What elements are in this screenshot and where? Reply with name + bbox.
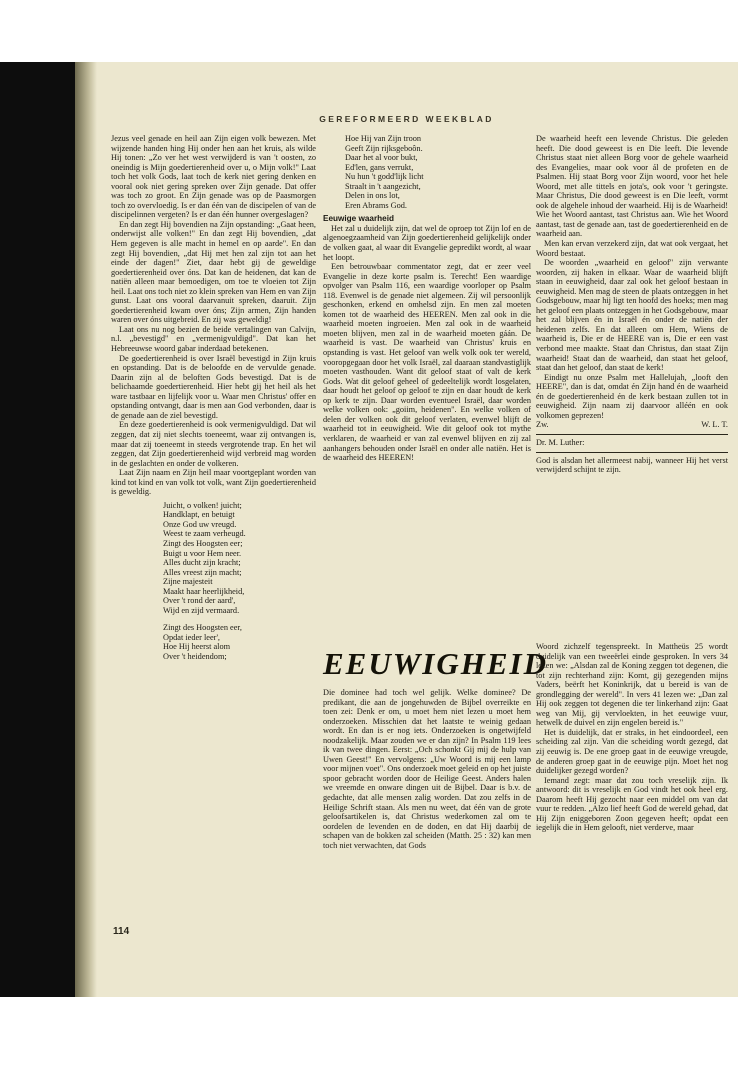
verse-line: Handklapt, en betuigt: [163, 510, 235, 520]
running-header: GEREFORMEERD WEEKBLAD: [319, 114, 494, 124]
verse-line: Over 't rond der aard',: [163, 596, 236, 606]
verse-line: Delen in ons lot,: [345, 191, 400, 201]
verse-line: Zingt des Hoogsten eer;: [163, 538, 243, 548]
verse-line: Over 't heidendom;: [163, 651, 227, 661]
column-2: [323, 134, 531, 463]
verse-line: Weest te zaam verheugd.: [163, 529, 246, 539]
paragraph: Het is duidelijk, dat er straks, in het eindoordeel, een scheiding zal zijn. Van die scheiding wordt gezegd, dat zij eeuwig is. De ene groep gaat in de eeuwige vreugde, de anderen groep gaat in de eeuwige pijn. Moet het nog duidelijker gezegd worden?: [536, 727, 728, 776]
divider: [536, 434, 728, 435]
paragraph: De woorden „waarheid en geloof" zijn verwante woorden, zij haken in elkaar. Waar de waarheid blijft staan in eeuwigheid, daar zal ook het geloof bestaan in eeuwigheid. Men mag de steen de plaats ontzeggen in het Godsgebouw, maar hij ligt ten hoofd des hoeks; men mag het geloof een plaats ontzeggen in het Godsgebouw, maar het zal blijven én in Israël én onder de natiën der heidenen zelfs. En dat alleen om Hem, Wiens de waarheid is, Die er de HEERE van is, Die er een vast verbond mee maakte. Staat dan Christus, dan staat Zijn waarheid! Staat dan de waarheid, dan staat het geloof, staat dan het geloof, dan staat de kerk!: [536, 258, 728, 373]
article-column-2: [536, 642, 728, 833]
verse-line: Wijd en zijd vermaard.: [163, 605, 240, 615]
page-gutter-shadow: [75, 62, 97, 997]
verse-line: Straalt in 't aangezicht,: [345, 181, 421, 191]
paragraph: Jezus veel genade en heil aan Zijn eigen volk bewezen. Met wijzende handen hing Hij onder hen aan het kruis, als wilde Hij tonen: „Zo ver het west verwijderd is van 't oosten, zo oneindig is Mijn goedertierenheid over u, o Mijn volk!" Laat toch het volk Gods, laat toch de kerk niet gering denken en vooral ook niet gering spreken over Zijn genade. Dat offer was toch zo groot. En Zijn genade was op de Paasmorgen toch zo overvloedig. Is er dan één van de discipelen of van de discipelinnen vergeten? Is er dan één hunner overgeslagen?: [111, 134, 316, 220]
article-title: EEUWIGHEID: [323, 646, 548, 681]
psalm-verse-3: [323, 134, 531, 210]
paragraph: En deze goedertierenheid is ook vermenigvuldigd. Dat wil zeggen, dat zij niet slechts toeneemt, waar zij ontvangen is, maar dat zij toeneemt in steeds vergrotende trap. En het wil zeggen, dat Zijn goedertierenheid wijd verbreid mag worden in de geslachten en onder de volkeren.: [111, 420, 316, 468]
verse-line: Juicht, o volken! juicht;: [163, 500, 242, 510]
verse-line: Nu hun 't godd'lijk licht: [345, 172, 424, 182]
quote-author: Dr. M. Luther:: [536, 437, 585, 447]
article-column-1: [323, 688, 531, 850]
page-number: 114: [113, 926, 130, 937]
verse-line: Alles vreest zijn macht;: [163, 567, 242, 577]
signature: [536, 420, 728, 430]
verse-line: Hoe Hij van Zijn troon: [345, 134, 422, 143]
verse-line: Eren Abrams God.: [345, 200, 407, 210]
paragraph: De goedertierenheid is over Israël bevestigd in Zijn kruis en opstanding. Dat is de beloofde en de vervulde genade. Daarin zijn al de beloften Gods bevestigd. Dat is de belichaamde goedertierenheid. Hier hebt gij het heil als het ware tastbaar en lijfelijk voor u. Waar men Christus' offer en opstanding ontvangt, daar is men aan God verbonden, daar is de genade aan de ziel bevestigd.: [111, 353, 316, 420]
verse-line: Ed'len, gans verrukt,: [345, 162, 414, 172]
verse-line: Geeft Zijn rijksgeboôn.: [345, 143, 423, 153]
verse-line: Daar het al voor bukt,: [345, 153, 418, 163]
paragraph: Laat Zijn naam en Zijn heil maar voortgeplant worden van kind tot kind en van volk tot volk, want Zijn goedertierenheid is geweldig.: [111, 468, 316, 497]
verse-line: Maakt haar heerlijkheid,: [163, 586, 245, 596]
verse-line: Zijne majesteit: [163, 577, 213, 587]
paragraph: Iemand zegt: maar dat zou toch vreselijk zijn. Ik antwoord: dit is vreselijk en God vindt het ook heel erg. Daarom heeft Hij gezocht naar een middel om van dat vuur te redden. „Alzo lief heeft God de wereld gehad, dat Hij Zijn eniggeboren Zoon gegeven heeft; opdat een iegelijk die in Hem gelooft, niet verderve, maar: [536, 775, 728, 833]
paragraph: En dan zegt Hij bovendien na Zijn opstanding: „Gaat heen, onderwijst alle volken!" En dan zegt Hij bovendien, „dat Hem gegeven is alle macht in hemel en op aarde". En dan zegt Hij bovendien, „dat Hij met hen zal zijn tot aan het einde der dagen!" Ziet, daar hebt gij de geweldige goedertierenheid over óns. Dat kan de heidenen, dat kan de natiën alleen maar bemoedigen, om toe te vloeien tot Zijn heil. Laat ons toch niet zo klein spreken van Hem en van Zijn gunst. Laat ons vooral daarvanuit spreken, daaruit. Zijn goedertierenheid kwam over óns; Zijn armen, Zijn handen waren over óns uitgebreid. En zij was geweldig!: [111, 219, 316, 325]
section-heading: Eeuwige waarheid: [323, 214, 394, 224]
divider: [536, 452, 728, 453]
paragraph: Woord zichzelf tegenspreekt. In Mattheüs 25 wordt duidelijk van een tweeërlei einde gesproken. In vers 34 lezen we: „Alsdan zal de Koning zeggen tot degenen, die tot zijn rechterhand zijn: Komt, gij gezegenden mijns Vaders, beërft het Koninkrijk, dat u bereid is van de grondlegging der wereld". In vers 41 lezen we: „Dan zal Hij ook zeggen tot degenen die ter linkerhand zijn: Gaat weg van Mij, gij vervloekten, in het eeuwige vuur, hetwelk de duivel en zijn engelen bereid is.": [536, 642, 728, 728]
column-3: [536, 134, 728, 475]
signature-initials: W. L. T.: [701, 420, 728, 430]
column-1: [111, 134, 316, 666]
psalm-verse-2: [111, 623, 316, 661]
paragraph: Eindigt nu onze Psalm met Hallelujah, „looft den HEERE", dan is dat, omdat én Zijn hand én de waarheid én de goedertierenheid én de kerk bestaan zullen tot in eeuwigheid. Zijn naam zij daarvoor alléén en ook volkomen geprezen!: [536, 372, 728, 420]
verse-line: Buigt u voor Hem neer.: [163, 548, 242, 558]
verse-line: Onze God uw vreugd.: [163, 519, 237, 529]
magazine-page: [75, 62, 738, 997]
psalm-verse-1: [111, 501, 316, 616]
quote-text: God is alsdan het allermeest nabij, wanneer Hij het verst verwijderd schijnt te zijn.: [536, 455, 728, 475]
verse-line: Hoe Hij heerst alom: [163, 642, 231, 652]
signature-place: Zw.: [536, 420, 549, 430]
paragraph: Een betrouwbaar commentator zegt, dat er zeer veel Evangelie in deze korte psalm is. Terecht! Een waardige opvolger van Psalm 116, een waardige voorloper op Psalm 118. Evenwel is de genade niet algemeen. Zij wil persoonlijk geschonken, erkend en omhelsd zijn. En men zal moeten komen tot de waarheid des HEEREN. Men zal ook in die waarheid moeten ingroeien. Men zal ook in de waarheid moeten blijven, men zal in de waarheid moeten gáán. De waarheid is vast. De waarheid van Christus' kruis en opstanding is vast. Het geloof van welk volk ook ter wereld, vooropgegaan door het volk Israël, zal daaraan standvastiglijk moeten vasthouden. Want dit geloof staat of valt de kerk Gods. Wat dit geloof geheel of gedeeltelijk wordt losgelaten, daar houdt het geloof op geloof te zijn en daar houdt de kerk op kerk te zijn. Daar worden eventueel Israël, daar worden welke volken ook: „goiim, heidenen". En welke volken of delen der volken ook dit geloof verlaten, evenwel blijft de waarheid tot in eeuwigheid. Wie dit geloof ook tot mythe verklaren, de waarheid er van zal evenwel blijven en zij zal aanhangers behouden onder Israël en onder alle natiën. Het is de waarheid des HEEREN!: [323, 262, 531, 463]
paragraph: Het zal u duidelijk zijn, dat wel de oproep tot Zijn lof en de algenoegzaamheid van Zijn goedertierenheid gelijkelijk onder de volken gaat, al waar dit Evangelie gepredikt wordt, al waar het loopt.: [323, 223, 531, 262]
paragraph: Die dominee had toch wel gelijk. Welke dominee? De predikant, die aan de jongehuwden de Bijbel overreikte en toen zei: Denk er om, u moet hem niet lezen u moet hem onderzoeken. Misschien dat het laatste te weinig gedaan wordt. En dan is er nog iets. Onderzoeken is ongetwijfeld noodzakelijk. Maar zouden we er dan zijn? In Psalm 119 lees ik van twee dingen. Eerst: „Och schonkt Gij mij de hulp van Uwen Geest!" En vervolgens: „Uw Woord is mij een lamp voor mijnen voet". Ons onderzoek moet geleid en op het juiste spoor gebracht worden door de Heilige Geest. Anders halen we vreemde en onware dingen uit de Bijbel. Daar is b.v. de gedachte, dat alle mensen zalig worden. Dat zou zelfs in de Heilige Schrift staan. Als men nu weet, dat één van de grote geloofsartikelen is, dat Christus wederkomen zal om te oordelen de levenden en de doden, en dat Hij daarbij de schapen van de bokken zal scheiden (Matth. 25 : 32) kan men toch niet verwachten, dat Gods: [323, 688, 531, 850]
paragraph: Men kan ervan verzekerd zijn, dat wat ook vergaat, het Woord bestaat.: [536, 239, 728, 258]
verse-line: Alles ducht zijn kracht;: [163, 558, 241, 568]
paragraph: Laat ons nu nog bezien de beide vertalingen van Calvijn, n.l. „bevestigd" en „vermenigvuldigd". Dat kan het Hebreeuwse woord gabar inderdaad betekenen.: [111, 324, 316, 354]
verse-line: Zingt des Hoogsten eer,: [163, 623, 242, 633]
verse-line: Opdat ieder leer',: [163, 632, 221, 642]
paragraph: De waarheid heeft een levende Christus. Die geleden heeft. Die dood geweest is en Die leeft. Die levende Christus staat niet alleen Borg voor de gehele waarheid des Evangelies, maar ook voor ál de profeten en de Psalmen. Hij staat Borg voor Zijn woord, voor het hele Woord, met alle tittels en jota's, ook voor 't geringste. Maar Christus, Die dood geweest is en Die leeft, vormt ook de algehele inhoud der waarheid. Hij is de Waarheid! Wie het Woord aantast, tast Christus aan. Wie het Woord aantast, tast de genade aan, tast de goedertierenheid en de waarheid aan.: [536, 134, 728, 239]
